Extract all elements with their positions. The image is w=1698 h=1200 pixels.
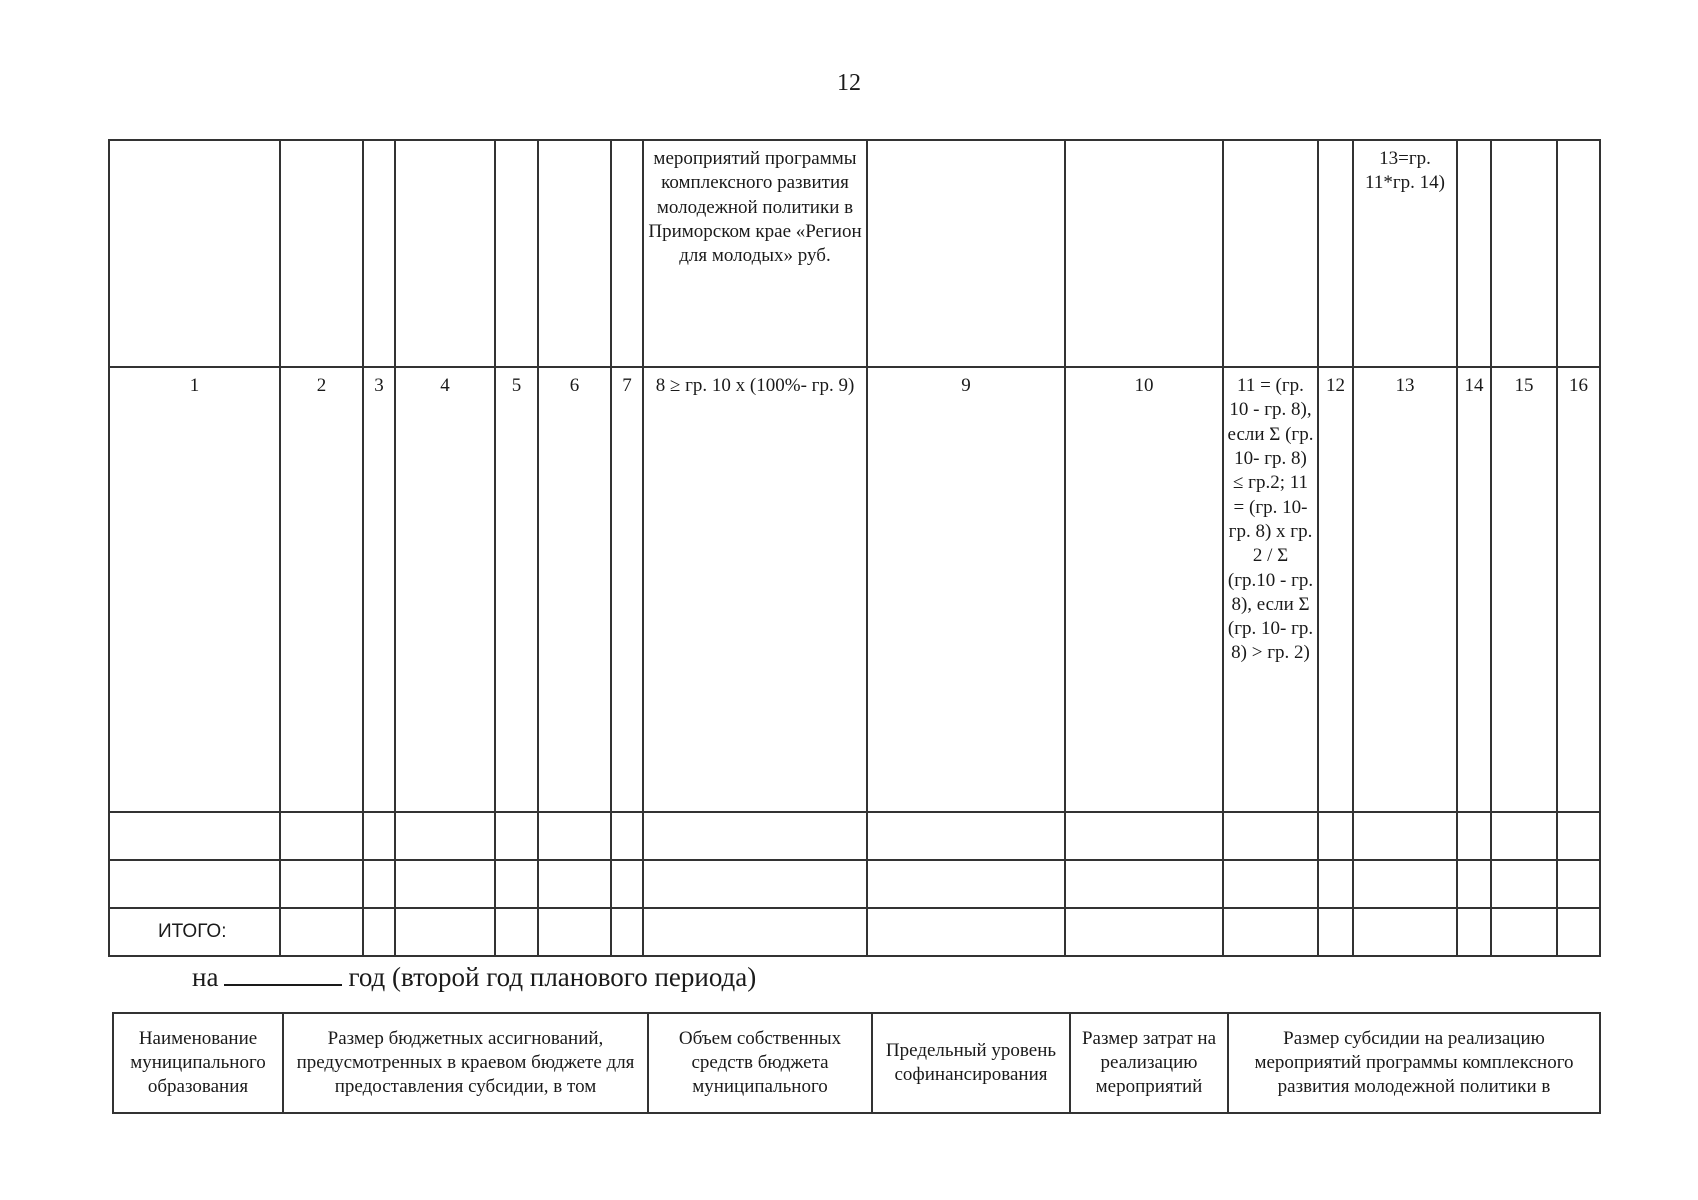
continued-header-row <box>109 140 1600 367</box>
col-num-5: 5 <box>495 367 538 812</box>
second-year-table <box>112 1012 1601 1114</box>
col-num-6: 6 <box>538 367 611 812</box>
empty-row <box>109 860 1600 908</box>
col-num-11-formula: 11 = (гр. 10 - гр. 8), если Σ (гр. 10- гр. 8) ≤ гр.2; 11 = (гр. 10- гр. 8) х гр. 2 / Σ (гр.10 - гр. 8), если Σ (гр. 10- гр. 8) > гр. 2) <box>1223 367 1318 812</box>
header-subsidy-size: Размер субсидии на реализацию мероприятий программы комплексного развития молодежной политики в <box>1228 1013 1600 1113</box>
col-num-4: 4 <box>395 367 495 812</box>
header-col-13: 13=гр. 11*гр. 14) <box>1353 140 1457 367</box>
col-num-10: 10 <box>1065 367 1223 812</box>
col-num-14: 14 <box>1457 367 1491 812</box>
header-budget-allocations: Размер бюджетных ассигнований, предусмотренных в краевом бюджете для предоставления субсидии, в том <box>283 1013 648 1113</box>
calculation-table <box>108 139 1601 957</box>
col-num-9: 9 <box>867 367 1065 812</box>
empty-row <box>109 812 1600 860</box>
page-number: 12 <box>837 70 861 96</box>
column-number-row <box>109 367 1600 812</box>
period-caption <box>192 958 756 993</box>
second-table-header-row <box>113 1013 1600 1113</box>
year-blank-line <box>224 958 342 986</box>
col-num-12: 12 <box>1318 367 1353 812</box>
col-num-13: 13 <box>1353 367 1457 812</box>
col-num-16: 16 <box>1557 367 1600 812</box>
header-own-funds: Объем собственных средств бюджета муниципального <box>648 1013 872 1113</box>
caption-prefix: на <box>192 962 219 992</box>
col-num-15: 15 <box>1491 367 1557 812</box>
header-costs: Размер затрат на реализацию мероприятий <box>1070 1013 1228 1113</box>
header-municipality: Наименование муниципального образования <box>113 1013 283 1113</box>
col-num-2: 2 <box>280 367 363 812</box>
col-num-1: 1 <box>109 367 280 812</box>
total-label: ИТОГО: <box>109 908 280 956</box>
col-num-7: 7 <box>611 367 643 812</box>
total-row <box>109 908 1600 956</box>
header-col-8: мероприятий программы комплексного развития молодежной политики в Приморском крае «Регион для молодых» руб. <box>643 140 867 367</box>
header-cofinancing-level: Предельный уровень софинансирования <box>872 1013 1070 1113</box>
col-num-8-formula: 8 ≥ гр. 10 х (100%- гр. 9) <box>643 367 867 812</box>
caption-suffix: год (второй год планового периода) <box>348 962 757 992</box>
col-num-3: 3 <box>363 367 395 812</box>
